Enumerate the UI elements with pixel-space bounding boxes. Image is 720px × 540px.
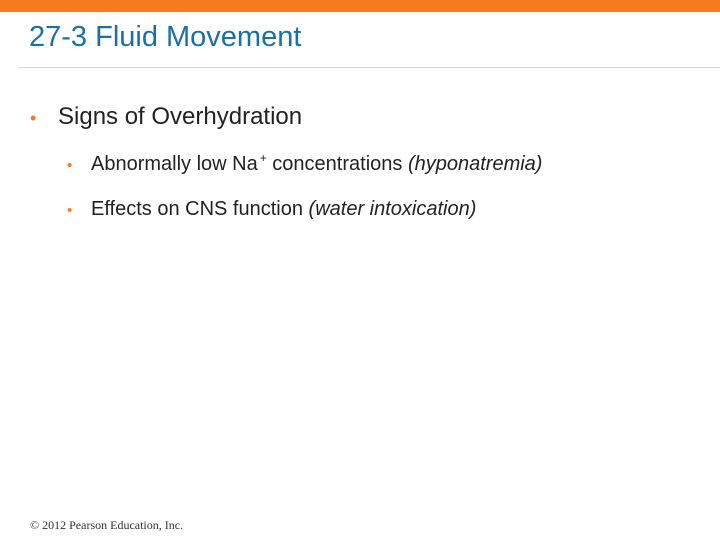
bullet-text: Signs of Overhydration <box>58 103 303 130</box>
top-accent-bar <box>0 0 720 12</box>
bullet-dot-icon: • <box>67 202 73 219</box>
bullet-dot-icon: • <box>30 108 37 128</box>
bullet-level1 <box>30 103 302 131</box>
copyright-footer: © 2012 Pearson Education, Inc. <box>30 518 184 532</box>
title-divider <box>18 67 720 68</box>
italic-term: (water intoxication) <box>308 198 477 220</box>
bullet-text: Abnormally low Na + concentrations (hyponatremia) <box>91 151 543 175</box>
superscript-plus: + <box>259 151 267 166</box>
italic-term: (hyponatremia) <box>407 153 543 175</box>
bullet-level2-cns <box>67 198 476 221</box>
bullet-level2-hyponatremia <box>67 153 542 176</box>
bullet-dot-icon: • <box>67 157 73 174</box>
bullet-text: Effects on CNS function (water intoxication) <box>91 198 477 220</box>
slide-title: 27-3 Fluid Movement <box>29 21 302 53</box>
